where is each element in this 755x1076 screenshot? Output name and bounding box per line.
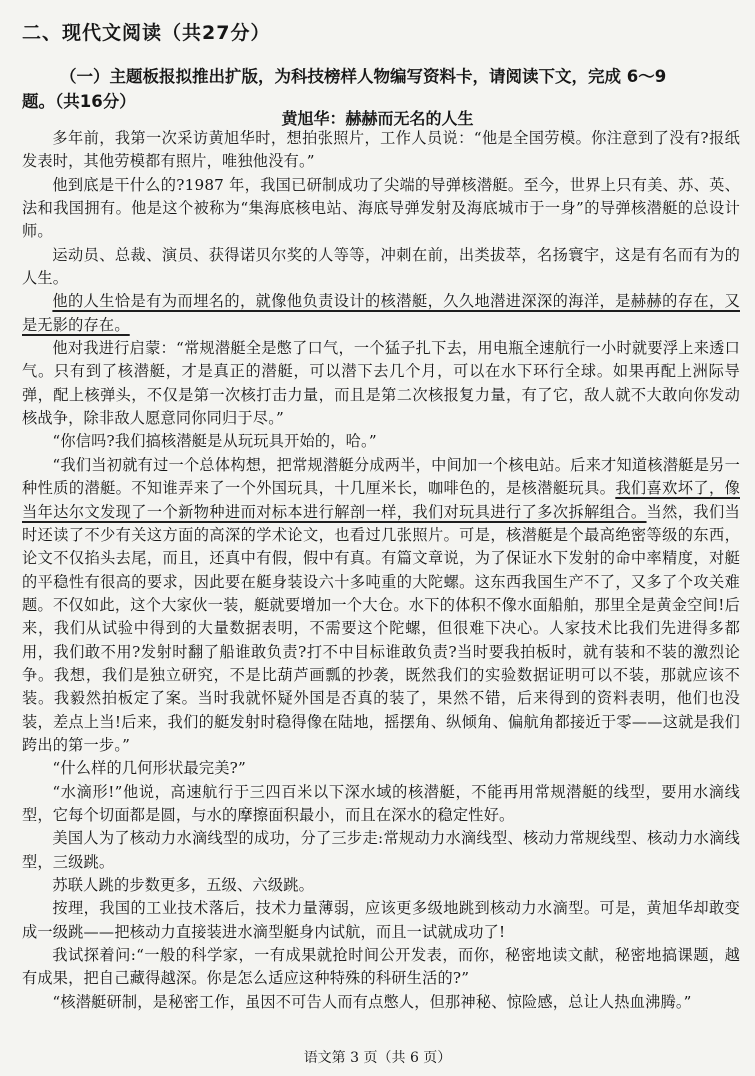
paragraph-text: 美国人为了核动力水滴线型的成功，分了三步走:常规动力水滴线型、核动力常规线型、核动力水滴线型，三级跳。 xyxy=(22,829,740,871)
paragraph-3 xyxy=(22,244,740,291)
paragraph-text: “核潜艇研制，是秘密工作，虽因不可告人而有点憋人，但那神秘、惊险感，总让人热血沸腾。” xyxy=(52,992,692,1011)
paragraph-text: “什么样的几何形状最完美?” xyxy=(52,759,246,778)
article-title: 黄旭华：赫赫而无名的人生 xyxy=(281,109,474,128)
paragraph-1 xyxy=(22,127,740,174)
page-footer: 语文第 3 页（共 6 页） xyxy=(303,1050,452,1066)
paragraph-11 xyxy=(22,874,740,897)
paragraph-5 xyxy=(22,337,740,430)
paragraph-13 xyxy=(22,944,740,991)
subsection-intro-line2: 题。（共16分） xyxy=(22,92,136,111)
article-body xyxy=(22,127,740,1014)
paragraph-7 xyxy=(22,454,740,757)
paragraph-text: 他到底是干什么的?1987 年，我国已研制成功了尖端的导弹核潜艇。至今，世界上只有美、苏、英、法和我国拥有。他是这个被称为“集海底核电站、海底导弹发射及海底城市于一身”的导弹核潜艇的总设计师。 xyxy=(22,175,740,241)
paragraph-text: 他对我进行启蒙：“常规潜艇全是憋了口气，一个猛子扎下去，用电瓶全速航行一小时就要浮上来透口气。只有到了核潜艇，才是真正的潜艇，可以潜下去几个月，可以在水下环行全球。如果再配上洲际导弹，配上核弹头，不仅是第一次核打击力量，而且是第二次核报复力量，有了它，敌人就不大敢向你发动核战争，除非敌人愿意同你同归于尽。” xyxy=(22,339,740,428)
paragraph-2 xyxy=(22,174,740,244)
paragraph-6 xyxy=(22,430,740,453)
paragraph-text: “我们当初就有过一个总体构想，把常规潜艇分成两半，中间加一个核电站。后来才知道核潜艇是另一种性质的潜艇。不知谁弄来了一个外国玩具，十几厘米长，咖啡色的，是核潜艇玩具。 xyxy=(22,455,740,498)
underlined-sentence: 我们喜欢坏了，像当年达尔文发现了一个新物种进而对标本进行解剖一样，我们对玩具进行了多次拆解组合。 xyxy=(22,479,740,521)
section-title: 二、现代文阅读（共27分） xyxy=(22,22,271,44)
paragraph-text: “水滴形!”他说，高速航行于三四百米以下深水域的核潜艇，不能再用常规潜艇的线型，要用水滴线型，它每个切面都是圆，与水的摩擦面积最小，而且在深水的稳定性好。 xyxy=(22,782,740,824)
paragraph-text: 按理，我国的工业技术落后，技术力量薄弱，应该更多级地跳到核动力水滴型。可是，黄旭华却敢变成一级跳——把核动力直接装进水滴型艇身内试航，而且一试就成功了! xyxy=(22,899,740,941)
paragraph-text: 当然，我们当时还读了不少有关这方面的高深的学术论文，也看过几张照片。可是，核潜艇是个最高绝密等级的东西，论文不仅掐头去尾，而且，还真中有假，假中有真。有篇文章说，为了保证水下发射的命中率精度，对艇的平稳性有很高的要求，因此要在艇身装设六十多吨重的大陀螺。这东西我国生产不了，又多了个攻关难题。不仅如此，这个大家伙一装，艇就要增加一个大仓。水下的体积不像水面船舶，那里全是黄金空间!后来，我们从试验中得到的大量数据表明，不需要这个陀螺，但很难下决心。人家技术比我们先进得多都用，我们敢不用?发射时翻了船谁敢负责?打不中目标谁敢负责?当时要我拍板时，就有装和不装的激烈论争。我想，我们是独立研究，不是比葫芦画瓢的抄袭，既然我们的实验数据证明可以不装，那就应该不装。我毅然拍板定了案。当时我就怀疑外国是否真的装了，果然不错，后来得到的资料表明，他们也没装，差点上当!后来，我们的艇发射时稳得像在陆地，摇摆角、纵倾角、偏航角都接近于零——这就是我们跨出的第一步。” xyxy=(22,502,741,754)
paragraph-text: 苏联人跳的步数更多，五级、六级跳。 xyxy=(52,876,314,894)
subsection-intro-line1: （一）主题板报拟推出扩版，为科技榜样人物编写资料卡，请阅读下文，完成 6～9 xyxy=(60,67,667,86)
paragraph-text: “你信吗?我们搞核潜艇是从玩玩具开始的，哈。” xyxy=(52,432,377,451)
paragraph-text: 运动员、总裁、演员、获得诺贝尔奖的人等等，冲刺在前，出类拔萃，名扬寰宇，这是有名而有为的人生。 xyxy=(22,245,740,288)
underlined-sentence: 他的人生恰是有为而埋名的，就像他负责设计的核潜艇，久久地潜进深深的海洋，是赫赫的存在，又是无影的存在。 xyxy=(22,292,740,334)
paragraph-text: 我试探着问:“一般的科学家，一有成果就抢时间公开发表，而你，秘密地读文献，秘密地搞课题，越有成果，把自己藏得越深。你是怎么适应这种特殊的科研生活的?” xyxy=(22,946,740,988)
paragraph-10 xyxy=(22,827,740,874)
paragraph-8 xyxy=(22,757,740,780)
paragraph-12 xyxy=(22,897,740,944)
paragraph-9 xyxy=(22,781,740,828)
paragraph-14 xyxy=(22,991,740,1014)
paragraph-4-underlined xyxy=(22,290,740,337)
paragraph-text: 多年前，我第一次采访黄旭华时，想拍张照片，工作人员说：“他是全国劳模。你注意到了没有?报纸发表时，其他劳模都有照片，唯独他没有。” xyxy=(22,129,740,171)
